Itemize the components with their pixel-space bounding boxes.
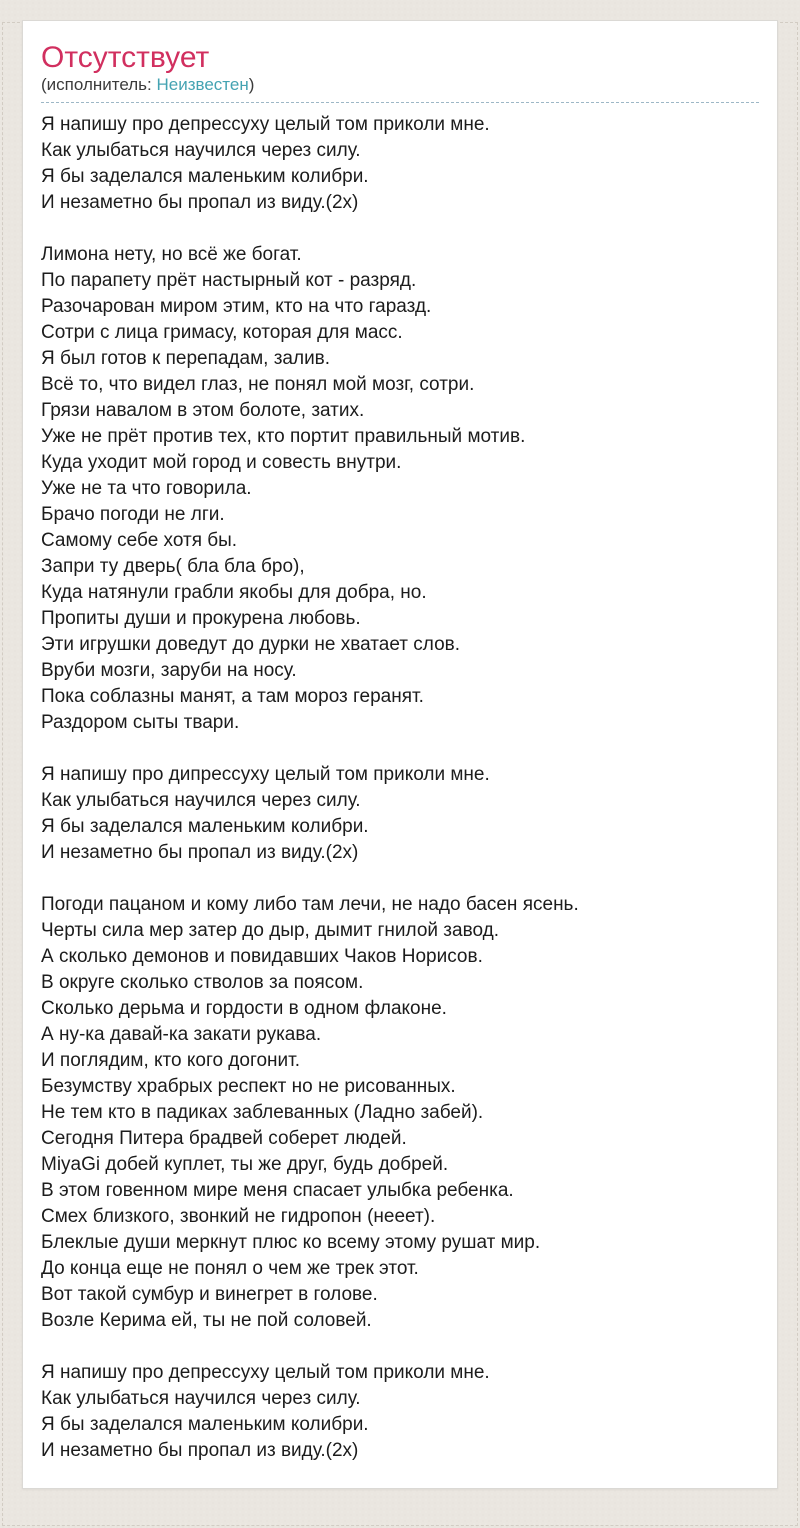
lyric-line: Я бы заделался маленьким колибри.: [41, 166, 369, 187]
lyric-line: В этом говенном мире меня спасает улыбка ребенка.: [41, 1180, 514, 1201]
lyric-line: Сегодня Питера брадвей соберет людей.: [41, 1128, 407, 1149]
lyric-line: Не тем кто в падиках заблеванных (Ладно забей).: [41, 1102, 484, 1123]
stanza: [41, 242, 759, 736]
lyric-line: Как улыбаться научился через силу.: [41, 790, 361, 811]
stanza: [41, 1360, 759, 1464]
lyric-line: Брачо погоди не лги.: [41, 504, 225, 525]
lyric-line: До конца еще не понял о чем же трек этот.: [41, 1258, 419, 1279]
lyric-line: Я напишу про депрессуху целый том приколи мне.: [41, 1362, 490, 1383]
artist-suffix: ): [248, 75, 255, 94]
lyric-line: Возле Керима ей, ты не пой соловей.: [41, 1310, 372, 1331]
lyric-line: Сколько дерьма и гордости в одном флаконе.: [41, 998, 447, 1019]
lyric-line: И незаметно бы пропал из виду.(2x): [41, 192, 359, 213]
lyrics: [41, 112, 759, 1464]
artist-line: [41, 74, 759, 103]
lyric-line: Разочарован миром этим, кто на что гаразд.: [41, 296, 432, 317]
lyric-line: По парапету прёт настырный кот - разряд.: [41, 270, 417, 291]
artist-link[interactable]: Неизвестен: [156, 75, 249, 94]
lyric-line: Безумству храбрых респект но не рисованных.: [41, 1076, 456, 1097]
lyric-line: Я напишу про депрессуху целый том приколи мне.: [41, 114, 490, 135]
lyric-line: Я напишу про дипрессуху целый том приколи мне.: [41, 764, 490, 785]
stanza: [41, 892, 759, 1334]
lyric-line: Сотри с лица гримасу, которая для масс.: [41, 322, 403, 343]
lyric-line: Эти игрушки доведут до дурки не хватает слов.: [41, 634, 461, 655]
lyric-line: Смех близкого, звонкий не гидропон (нееет).: [41, 1206, 436, 1227]
lyric-line: Как улыбаться научился через силу.: [41, 140, 361, 161]
lyric-line: Уже не та что говорила.: [41, 478, 252, 499]
lyric-line: И незаметно бы пропал из виду.(2x): [41, 842, 359, 863]
stanza: [41, 762, 759, 866]
lyric-line: Вот такой сумбур и винегрет в голове.: [41, 1284, 378, 1305]
lyric-line: Блеклые души меркнут плюс ко всему этому рушат мир.: [41, 1232, 541, 1253]
lyric-line: Черты сила мер затер до дыр, дымит гнилой завод.: [41, 920, 499, 941]
lyric-line: Лимона нету, но всё же богат.: [41, 244, 302, 265]
lyric-line: Грязи навалом в этом болоте, затих.: [41, 400, 365, 421]
lyric-line: MiyaGi добей куплет, ты же друг, будь добрей.: [41, 1154, 449, 1175]
lyric-line: Пропиты души и прокурена любовь.: [41, 608, 361, 629]
stanza: [41, 112, 759, 216]
lyric-line: Я был готов к перепадам, залив.: [41, 348, 331, 369]
lyric-line: Самому себе хотя бы.: [41, 530, 238, 551]
lyric-line: Всё то, что видел глаз, не понял мой мозг, сотри.: [41, 374, 475, 395]
lyric-line: А сколько демонов и повидавших Чаков Норисов.: [41, 946, 483, 967]
lyric-line: И поглядим, кто кого догонит.: [41, 1050, 301, 1071]
artist-prefix: (исполнитель:: [41, 75, 157, 94]
lyric-line: Я бы заделался маленьким колибри.: [41, 1414, 369, 1435]
lyric-line: Погоди пацаном и кому либо там лечи, не надо басен ясень.: [41, 894, 579, 915]
lyric-line: Запри ту дверь( бла бла бро),: [41, 556, 305, 577]
lyric-line: Вруби мозги, заруби на носу.: [41, 660, 297, 681]
lyric-line: Я бы заделался маленьким колибри.: [41, 816, 369, 837]
lyrics-card: [22, 20, 778, 1489]
lyric-line: А ну-ка давай-ка закати рукава.: [41, 1024, 322, 1045]
lyric-line: Пока соблазны манят, а там мороз геранят.: [41, 686, 424, 707]
lyric-line: Раздором сыты твари.: [41, 712, 240, 733]
lyric-line: Уже не прёт против тех, кто портит правильный мотив.: [41, 426, 526, 447]
lyric-line: В округе сколько стволов за поясом.: [41, 972, 364, 993]
lyric-line: И незаметно бы пропал из виду.(2x): [41, 1440, 359, 1461]
lyric-line: Куда натянули грабли якобы для добра, но.: [41, 582, 427, 603]
lyric-line: Как улыбаться научился через силу.: [41, 1388, 361, 1409]
song-title: Отсутствует: [41, 41, 210, 74]
lyric-line: Куда уходит мой город и совесть внутри.: [41, 452, 402, 473]
